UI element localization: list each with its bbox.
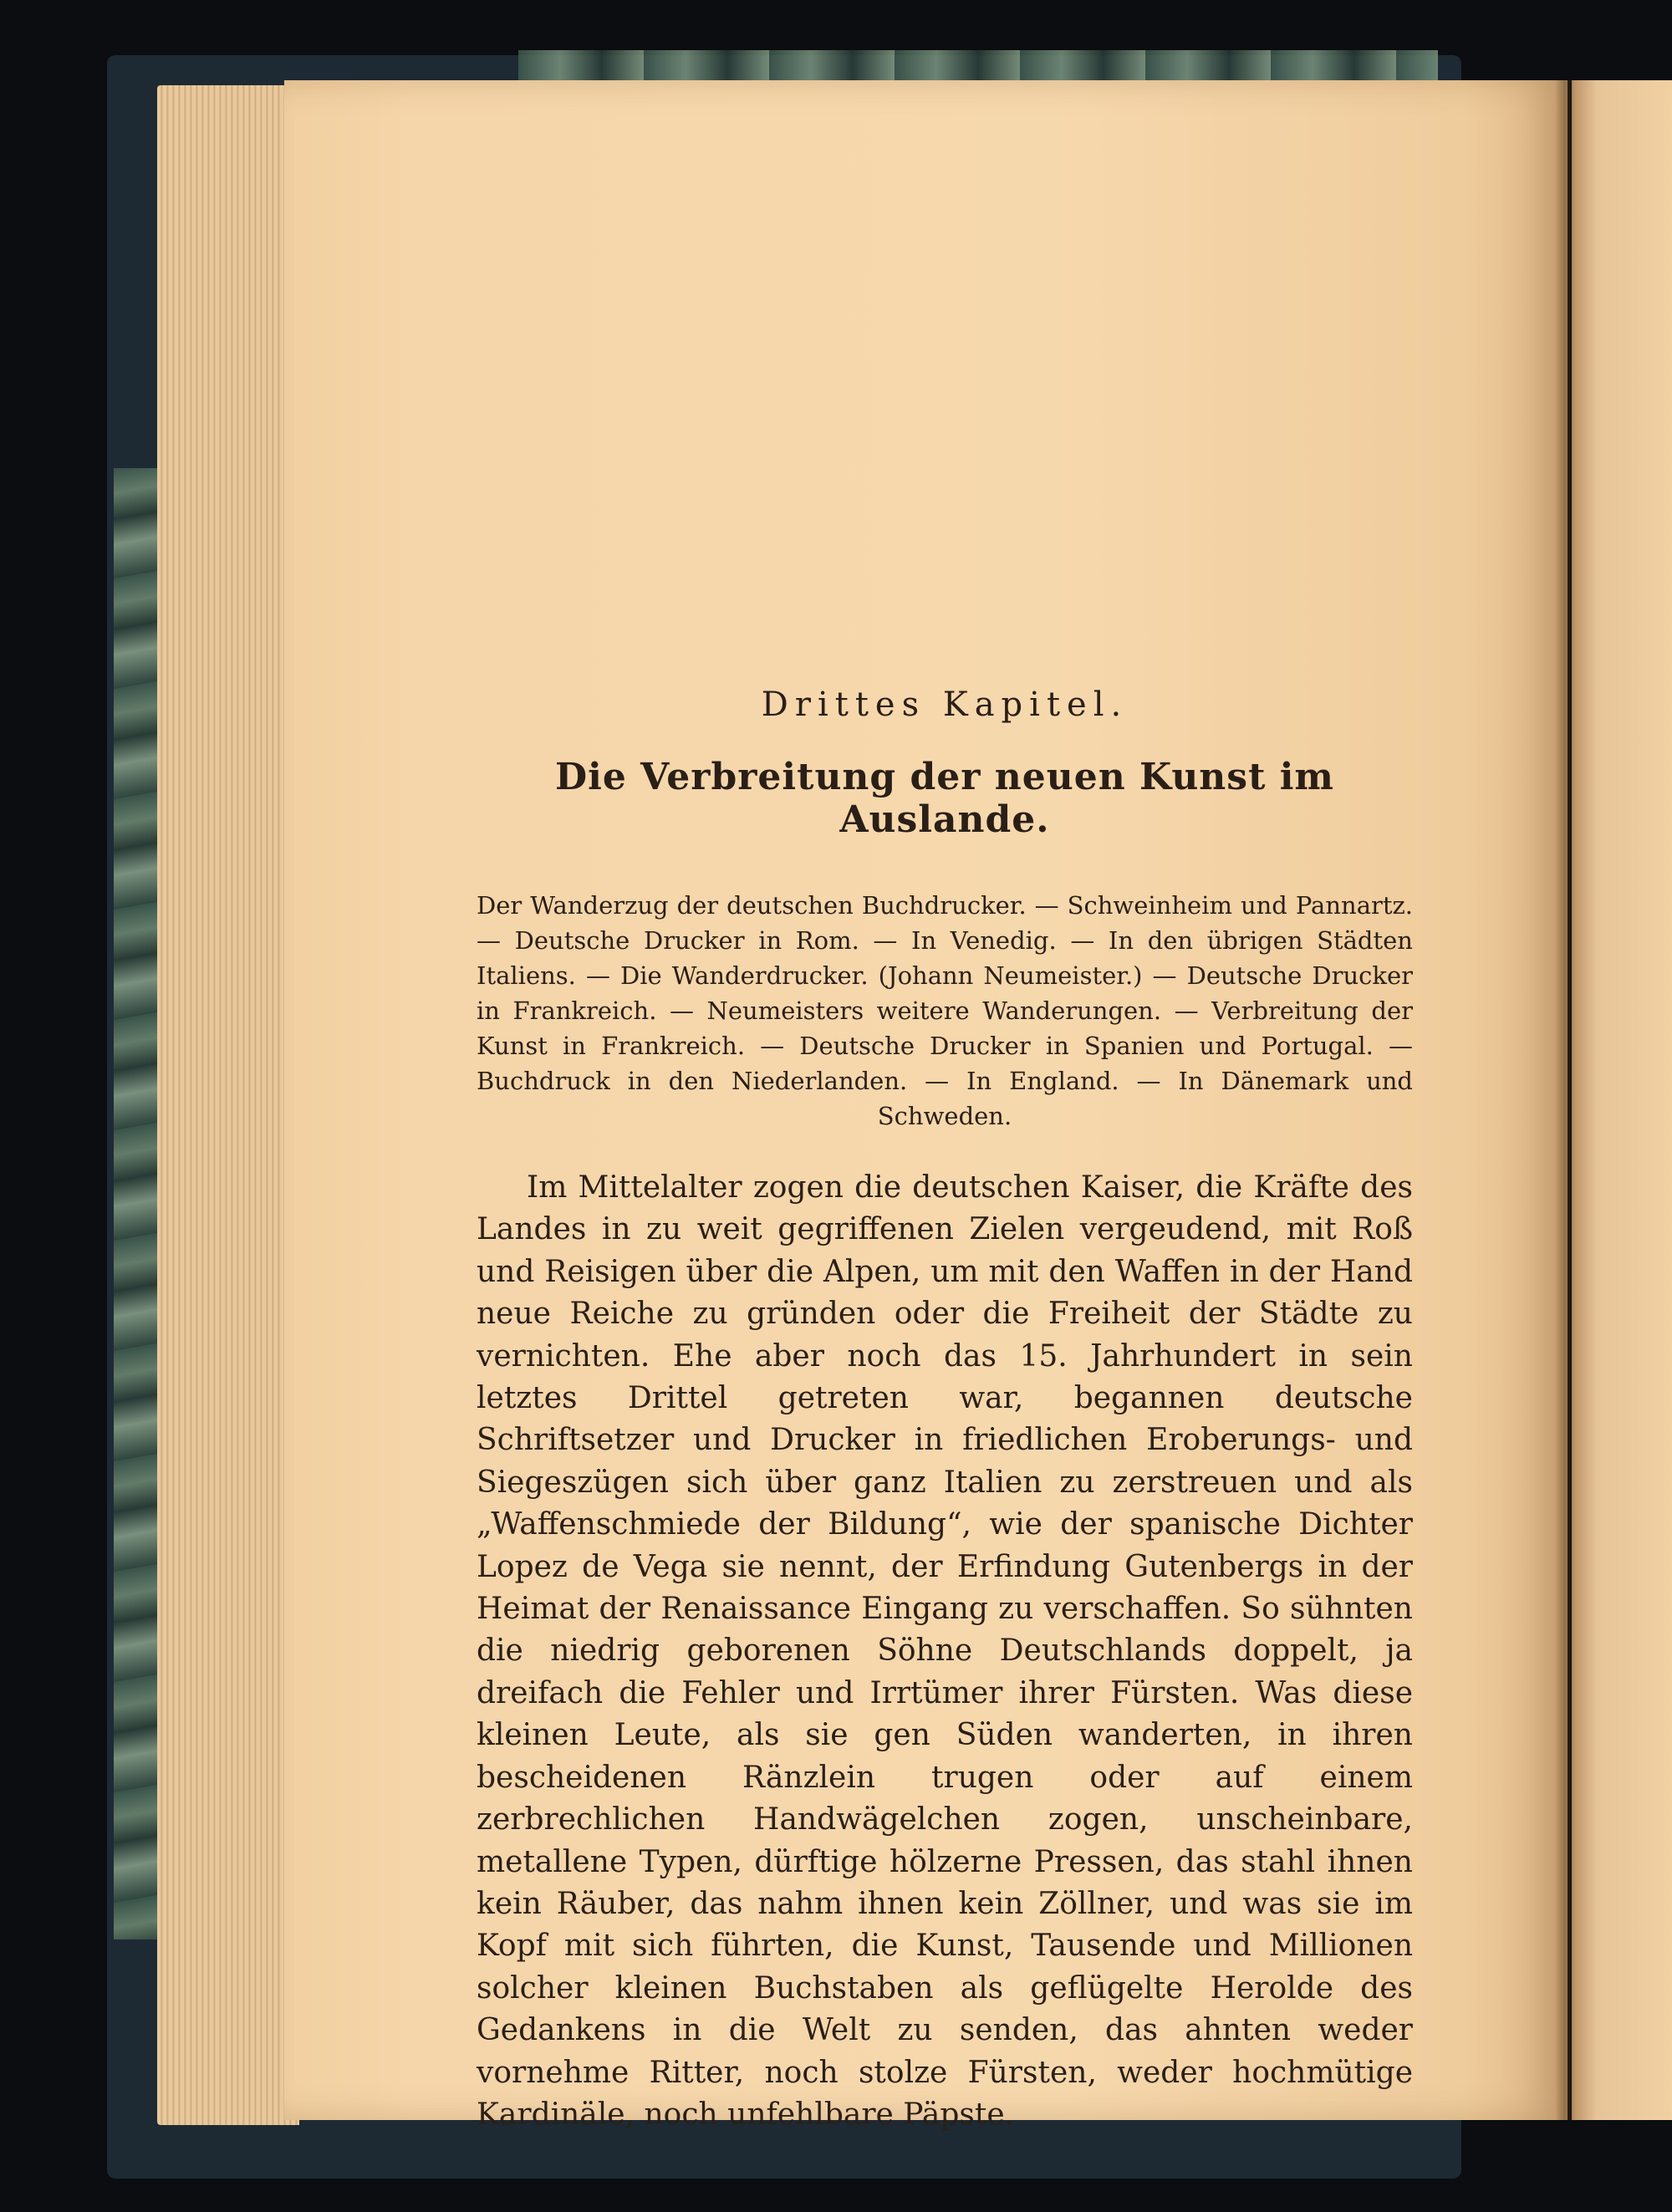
body-paragraph: Im Mittelalter zogen die deutschen Kaiser, die Kräfte des Landes in zu weit gegriffenen Zielen vergeudend, mit Roß und Reisigen über die Alpen, um mit den Waffen in der Hand neue Reiche zu gründen oder die Freiheit der Städte zu vernichten. Ehe aber noch das 15. Jahrhundert in sein letztes Drittel getreten war, begannen deutsche Schriftsetzer und Drucker in friedlichen Eroberungs- und Siegeszügen sich über ganz Italien zu zerstreuen und als „Waffenschmiede der Bildung“, wie der spanische Dichter Lopez de Vega sie nennt, der Erfindung Gutenbergs in der Heimat der Renaissance Eingang zu verschaffen. So sühnten die niedrig geborenen Söhne Deutschlands doppelt, ja dreifach die Fehler und Irrtümer ihrer Fürsten. Was diese kleinen Leute, als sie gen Süden wanderten, in ihren bescheidenen Ränzlein trugen oder auf einem zerbrechlichen Handwägelchen zogen, unscheinbare, metallene Typen, dürftige hölzerne Pressen, das stahl ihnen kein Räuber, das nahm ihnen kein Zöllner, und was sie im Kopf mit sich führten, die Kunst, Tausende und Millionen solcher kleinen Buchstaben als geflügelte Herolde des Gedankens in die Welt zu senden, das ahnten weder vornehme Ritter, noch stolze Fürsten, weder hochmütige Kardinäle, noch unfehlbare Päpste. [477, 1170, 1413, 2132]
marbled-binding-top [518, 50, 1438, 84]
page-gutter [1555, 80, 1575, 2120]
page-content [477, 686, 1413, 2136]
chapter-summary: Der Wanderzug der deutschen Buchdrucker. — Schweinheim und Pannartz. — Deutsche Drucker in Rom. — In Venedig. — In den übrigen Städten Italiens. — Die Wanderdrucker. (Johann Neumeister.) — Deutsche Drucker in Frankreich. — Neumeisters weitere Wanderungen. — Verbreitung der Kunst in Frankreich. — Deutsche Drucker in Spanien und Portugal. — Buchdruck in den Niederlanden. — In England. — In Dänemark und Schweden. [477, 891, 1413, 1130]
chapter-label: Drittes Kapitel. [761, 686, 1129, 724]
page-edges [157, 85, 299, 2125]
chapter-title: Die Verbreitung der neuen Kunst im Auslande. [555, 756, 1334, 841]
facing-page-edge [1572, 80, 1672, 2120]
